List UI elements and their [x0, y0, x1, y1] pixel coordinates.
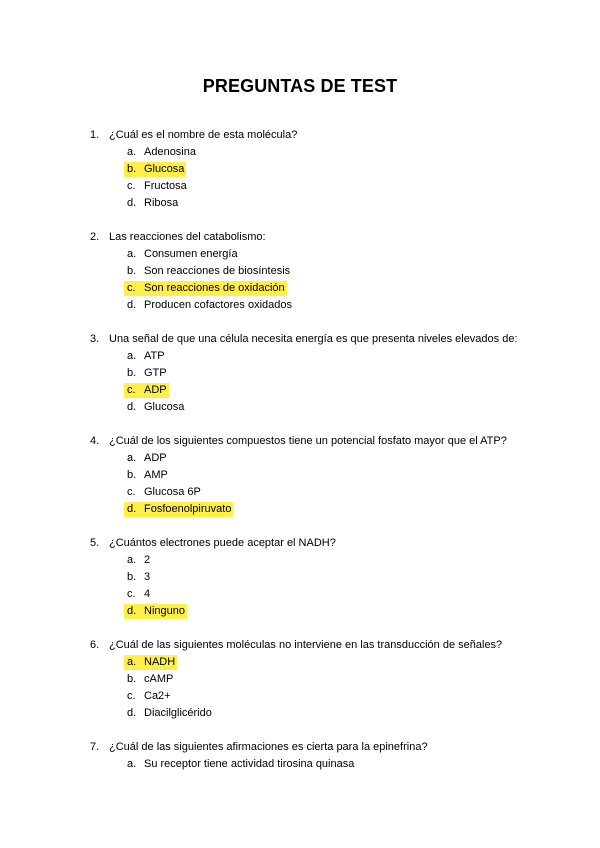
answer-option — [0, 569, 600, 586]
option-text: NADH — [144, 656, 176, 668]
answer-option — [0, 263, 600, 280]
option-text: GTP — [144, 367, 167, 379]
question-text: ¿Cuál es el nombre de esta molécula? — [109, 129, 298, 141]
option-text: ATP — [144, 350, 165, 362]
option-text: ADP — [144, 384, 167, 396]
answer-option-correct — [0, 280, 600, 297]
option-letter: b. — [127, 265, 137, 277]
option-letter: d. — [127, 605, 137, 617]
question-text: ¿Cuál de los siguientes compuestos tiene un potencial fosfato mayor que el ATP? — [109, 435, 507, 447]
option-letter: a. — [127, 146, 137, 158]
answer-option — [0, 450, 600, 467]
option-letter: d. — [127, 503, 137, 515]
question-number: 5. — [90, 537, 100, 549]
question-text: ¿Cuál de las siguientes afirmaciones es cierta para la epinefrina? — [109, 741, 428, 753]
option-letter: d. — [127, 707, 137, 719]
option-text: 3 — [144, 571, 151, 583]
option-text: 2 — [144, 554, 151, 566]
option-text: Fosfoenolpiruvato — [144, 503, 232, 515]
option-letter: b. — [127, 163, 137, 175]
question-list — [0, 127, 600, 773]
question-text: Una señal de que una célula necesita energía es que presenta niveles elevados de: — [109, 333, 518, 345]
answer-option — [0, 552, 600, 569]
option-letter: a. — [127, 554, 137, 566]
answer-option — [0, 671, 600, 688]
answer-option-correct — [0, 603, 600, 620]
option-letter: a. — [127, 452, 137, 464]
option-text: Son reacciones de biosíntesis — [144, 265, 291, 277]
page-title: PREGUNTAS DE TEST — [202, 76, 398, 96]
question-text: Las reacciones del catabolismo: — [109, 231, 266, 243]
option-letter: d. — [127, 401, 137, 413]
answer-option — [0, 586, 600, 603]
question-header — [0, 127, 600, 144]
option-text: Consumen energía — [144, 248, 238, 260]
option-letter: b. — [127, 367, 137, 379]
option-text: ADP — [144, 452, 167, 464]
question-header — [0, 535, 600, 552]
answer-option-correct — [0, 382, 600, 399]
question-number: 2. — [90, 231, 100, 243]
question-block — [0, 535, 600, 620]
option-text: 4 — [144, 588, 151, 600]
question-block — [0, 433, 600, 518]
question-block — [0, 739, 600, 773]
answer-option-correct — [0, 161, 600, 178]
question-number: 1. — [90, 129, 100, 141]
option-letter: c. — [127, 486, 136, 498]
answer-option — [0, 484, 600, 501]
answer-option — [0, 297, 600, 314]
option-letter: b. — [127, 673, 137, 685]
option-letter: a. — [127, 248, 137, 260]
option-text: Ca2+ — [144, 690, 171, 702]
question-block — [0, 229, 600, 314]
option-letter: d. — [127, 299, 137, 311]
question-text: ¿Cuál de las siguientes moléculas no interviene en las transducción de señales? — [109, 639, 503, 651]
option-letter: c. — [127, 282, 136, 294]
option-text: Adenosina — [144, 146, 196, 158]
option-text: Diacilglicérido — [144, 707, 212, 719]
option-letter: d. — [127, 197, 137, 209]
question-number: 6. — [90, 639, 100, 651]
question-block — [0, 637, 600, 722]
option-letter: b. — [127, 469, 137, 481]
option-text: Ribosa — [144, 197, 179, 209]
option-text: Producen cofactores oxidados — [144, 299, 292, 311]
answer-option — [0, 195, 600, 212]
option-text: Glucosa — [144, 163, 185, 175]
answer-option — [0, 399, 600, 416]
option-letter: b. — [127, 571, 137, 583]
answer-option — [0, 178, 600, 195]
option-text: Fructosa — [144, 180, 187, 192]
question-header — [0, 637, 600, 654]
answer-option-correct — [0, 501, 600, 518]
option-letter: a. — [127, 350, 137, 362]
question-number: 7. — [90, 741, 100, 753]
option-letter: c. — [127, 588, 136, 600]
question-header — [0, 229, 600, 246]
option-letter: c. — [127, 690, 136, 702]
answer-option-correct — [0, 654, 600, 671]
option-text: AMP — [144, 469, 168, 481]
option-letter: c. — [127, 180, 136, 192]
answer-option — [0, 705, 600, 722]
option-text: Su receptor tiene actividad tirosina quinasa — [144, 758, 355, 770]
option-letter: a. — [127, 758, 137, 770]
option-text: Glucosa 6P — [144, 486, 201, 498]
option-letter: a. — [127, 656, 137, 668]
option-text: cAMP — [144, 673, 174, 685]
answer-option — [0, 246, 600, 263]
option-text: Glucosa — [144, 401, 185, 413]
question-number: 3. — [90, 333, 100, 345]
option-letter: c. — [127, 384, 136, 396]
answer-option — [0, 467, 600, 484]
question-header — [0, 739, 600, 756]
question-number: 4. — [90, 435, 100, 447]
question-block — [0, 331, 600, 416]
option-text: Ninguno — [144, 605, 185, 617]
answer-option — [0, 348, 600, 365]
question-block — [0, 127, 600, 212]
option-text: Son reacciones de oxidación — [144, 282, 285, 294]
answer-option — [0, 365, 600, 382]
question-header — [0, 433, 600, 450]
answer-option — [0, 144, 600, 161]
question-text: ¿Cuántos electrones puede aceptar el NADH? — [109, 537, 336, 549]
answer-option — [0, 756, 600, 773]
question-header — [0, 331, 600, 348]
answer-option — [0, 688, 600, 705]
